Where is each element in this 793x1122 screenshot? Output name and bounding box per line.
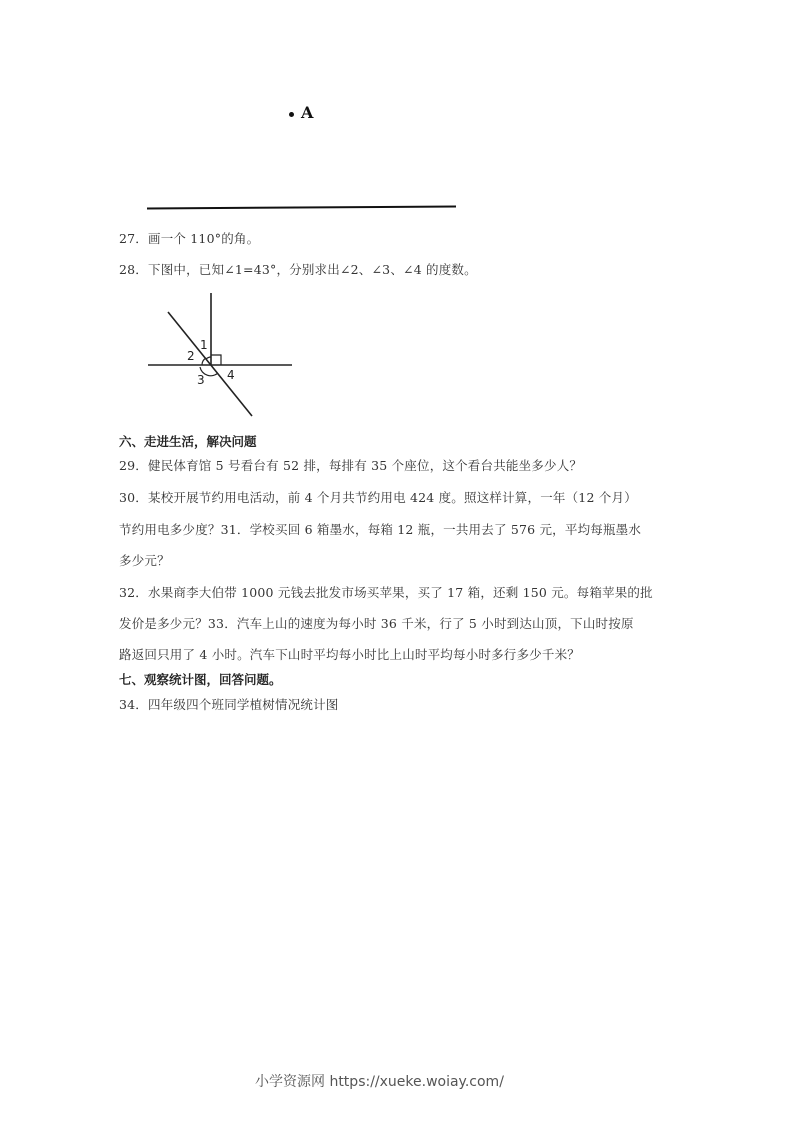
question-32-33-line-2: 发价是多少元？33．汽车上山的速度为每小时 36 千米，行了 5 小时到达山顶，下山时按原 [119,616,634,631]
angle-label-3: 3 [197,373,205,387]
section-7-heading: 七、观察统计图，回答问题。 [119,672,282,687]
angle-label-1: 1 [200,338,208,352]
question-33-line-3: 路返回只用了 4 小时。汽车下山时平均每小时比上山时平均每小时多行多少千米？ [119,647,581,662]
question-27: 27．画一个 110°的角。 [119,231,260,246]
question-32-line-1: 32．水果商李大伯带 1000 元钱去批发市场买苹果，买了 17 箱，还剩 150 元。每箱苹果的批 [119,585,653,600]
question-34: 34．四年级四个班同学植树情况统计图 [119,697,339,712]
angle-figure [130,285,310,425]
section-6-heading: 六、走进生活，解决问题 [119,434,257,449]
question-31-line-3: 多少元？ [119,553,170,568]
question-28: 28．下图中，已知∠1=43°，分别求出∠2、∠3、∠4 的度数。 [119,262,477,277]
question-30-31-line-2: 节约用电多少度？31．学校买回 6 箱墨水，每箱 12 瓶，一共用去了 576 元，平均每瓶墨水 [119,522,642,537]
straight-line [146,205,458,211]
question-29: 29．健民体育馆 5 号看台有 52 排，每排有 35 个座位，这个看台共能坐多少人？ [119,458,583,473]
angle-lines [130,285,310,425]
angle-label-2: 2 [187,349,195,363]
point-a-figure [280,100,340,130]
point-dot-icon [289,112,294,117]
angle-label-4: 4 [227,368,235,382]
point-label: A [301,103,314,122]
footer-link[interactable]: 小学资源网 https://xueke.woiay.com/ [255,1074,504,1090]
question-30-line-1: 30．某校开展节约用电活动，前 4 个月共节约用电 424 度。照这样计算，一年（12 个月） [119,490,637,505]
